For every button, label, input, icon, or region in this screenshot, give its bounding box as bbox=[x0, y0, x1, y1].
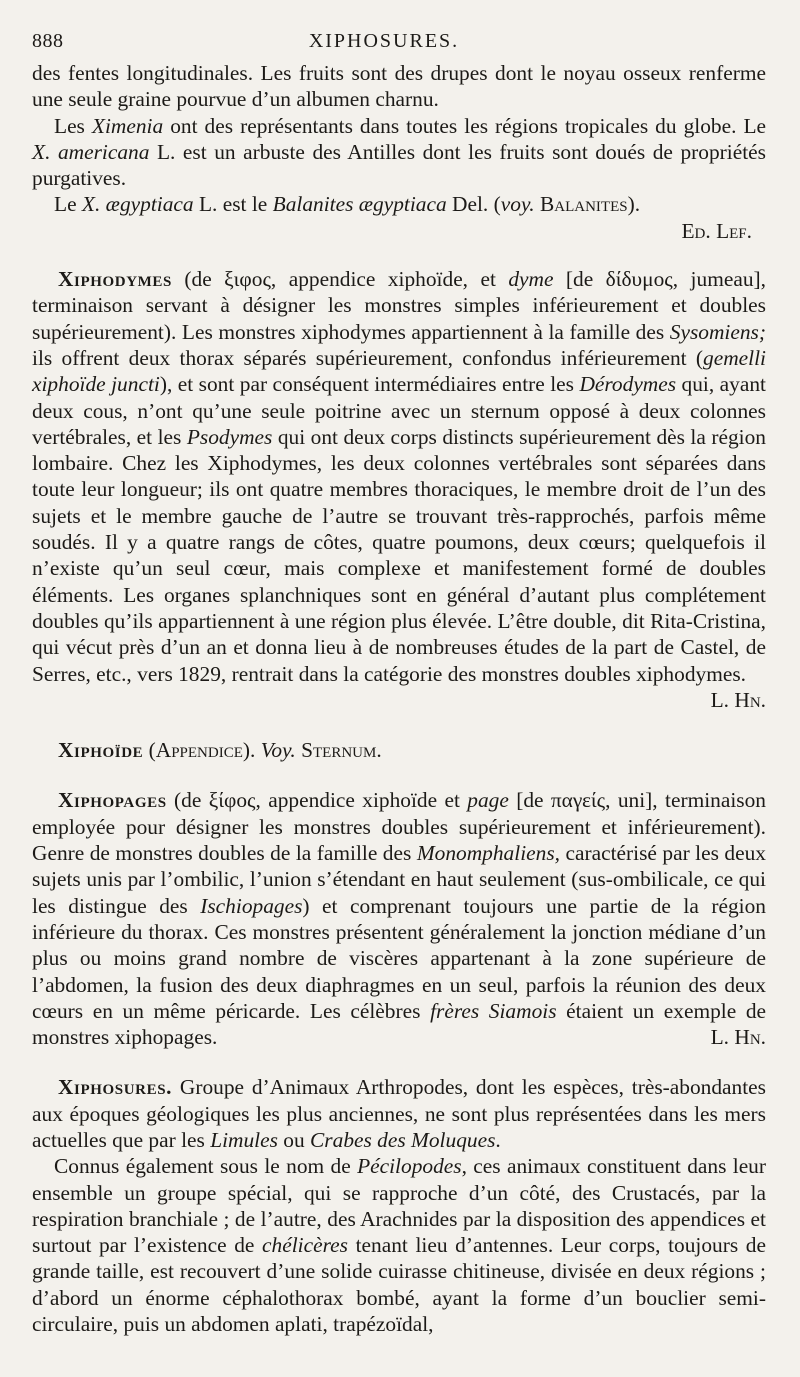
entry-xiphopages bbox=[32, 787, 766, 1050]
entry-headword: Xiphodymes bbox=[58, 267, 172, 292]
text-run: ( bbox=[143, 738, 156, 763]
body-text bbox=[32, 60, 766, 1337]
small-caps-term: Balanites bbox=[539, 192, 628, 217]
text-run: ). bbox=[242, 738, 261, 763]
entry-xiphoide bbox=[32, 737, 766, 763]
entry-headword: Xiphosures. bbox=[58, 1075, 173, 1100]
text-run: L. est un arbuste des Antilles dont les fruits sont doués de propriétés purgatives. bbox=[32, 139, 766, 191]
italic-term: X. americana bbox=[32, 139, 150, 164]
text-run: ont des représentants dans toutes les régions tropicales du globe. Le bbox=[163, 113, 767, 138]
italic-term: voy. bbox=[500, 192, 535, 217]
page-header bbox=[32, 24, 766, 58]
entry-xiphosures bbox=[32, 1074, 766, 1153]
text-run: qui ont deux corps distincts supérieurement dès la région lombaire. Chez les Xiphodymes, les deux colonnes vertébrales sont séparées dans toute leur longueur; ils ont quatre membres thoraciques, le membre droit de l’un des sujets et le membre gauche de l’autre se trouvant très-rapprochés, parfois même soudés. Il y a quatre rangs de côtes, quatre poumons, deux cœurs; quelquefois il n’existe qu’un seul cœur, mais complexe et manifestement formé de doubles éléments. Les organes splanchniques sont en général d’autant plus complétement doubles qu’ils appartiennent à une région plus élevée. L’être double, dit Rita-Cristina, qui vécut près d’un an et donna lieu à de nombreuses études de la part de Castel, de Serres, etc., vers 1829, rentrait dans la catégorie des monstres doubles xiphodymes. bbox=[32, 424, 766, 686]
italic-term: Dérodymes bbox=[579, 372, 677, 397]
ximenia-paragraph-1: des fentes longitudinales. Les fruits sont des drupes dont le noyau osseux renferme une seule graine pourvue d’un albumen charnu. bbox=[32, 61, 766, 112]
text-run: Le bbox=[54, 192, 82, 217]
cross-reference[interactable]: Sternum bbox=[301, 738, 377, 763]
text-run: qui, ayant deux cous, n’ont qu’une seule poitrine avec un sternum opposé à deux colonnes vertébrales, et les bbox=[32, 372, 766, 449]
italic-term: Voy. bbox=[260, 738, 296, 763]
entry-xiphodymes bbox=[32, 266, 766, 712]
text-run: ) et comprenant toujours une partie de la région inférieure du thorax. Ces monstres présentent généralement la jonction médiane d’un plus ou moins grand nombre de viscères appartenant à la zone supérieure de l’abdomen, la fusion des deux diaphragmes en un seul, parfois la réunion des deux cœurs en un même péricarde. Les célèbres bbox=[32, 893, 766, 1023]
entry-headword: Xiphopages bbox=[58, 788, 167, 813]
italic-term: Crabes des Moluques bbox=[310, 1127, 496, 1152]
italic-term: Monomphaliens, bbox=[416, 841, 560, 866]
text-run: , ces animaux constituent dans leur ensemble un groupe spécial, qui se rapproche d’un côté, des Crustacés, par la respiration branchiale ; de l’autre, des Arachnides par la disposition des appendices et surtout par l’existence de bbox=[32, 1154, 767, 1258]
text-run: ils offrent deux thorax séparés supérieurement, confondus inférieurement ( bbox=[32, 345, 704, 370]
italic-term: page bbox=[467, 788, 509, 813]
author-signature: L. Hn. bbox=[710, 1025, 766, 1050]
italic-term: frères Siamois bbox=[430, 998, 557, 1023]
text-run: Groupe d’Animaux Arthropodes, dont les espèces, très-abondantes aux époques géologiques les plus anciennes, ne sont plus représentées dans les mers actuelles que par les bbox=[32, 1075, 766, 1152]
text-run: ), et sont par conséquent intermédiaires entre les bbox=[159, 372, 580, 397]
text-run: ). bbox=[627, 192, 641, 217]
ximenia-paragraph-2 bbox=[32, 113, 766, 192]
author-signature: Ed. Lef. bbox=[681, 218, 752, 243]
author-signature: L. Hn. bbox=[710, 687, 766, 712]
text-run: Les bbox=[54, 113, 92, 138]
text-run: [de παγείς, uni], terminaison employée pour désigner les monstres doubles supérieurement et inférieurement). Genre de monstres doubles de la famille des bbox=[32, 788, 766, 866]
italic-term: dyme bbox=[508, 267, 554, 292]
text-run: tenant lieu d’antennes. Leur corps, toujours de grande taille, est recouvert d’une solide cuirasse chitineuse, divisée en deux régions ; d’abord un énorme céphalothorax bombé, ayant la forme d’un bouclier semi-circulaire, puis un abdomen aplati, trapézoïdal, bbox=[32, 1233, 766, 1337]
text-run: . bbox=[495, 1127, 501, 1152]
text-run: étaient un exemple de monstres xiphopages. bbox=[32, 998, 767, 1050]
text-run: . bbox=[376, 738, 382, 763]
entry-headword: Xiphoïde bbox=[58, 738, 144, 763]
italic-term: gemelli xiphoïde juncti bbox=[32, 345, 766, 397]
text-run: L. est le bbox=[193, 192, 273, 217]
xiphosures-paragraph-2 bbox=[32, 1153, 766, 1337]
italic-term: Pécilopodes bbox=[357, 1154, 462, 1179]
italic-term: Psodymes bbox=[186, 424, 273, 449]
text-run: Del. ( bbox=[446, 192, 501, 217]
ximenia-paragraph-3 bbox=[32, 191, 766, 217]
italic-term: Limules bbox=[210, 1127, 278, 1152]
small-caps-term: Appendice bbox=[155, 738, 243, 763]
italic-term: Sysomiens; bbox=[669, 319, 766, 344]
running-title: XIPHOSURES. bbox=[308, 30, 460, 52]
text-run: ou bbox=[277, 1127, 311, 1152]
text-run: caractérisé par les deux sujets unis par l’ombilic, l’union s’étendant en haut seulement (sus-ombilicale, ce qui les distingue des bbox=[32, 841, 767, 918]
text-run: [de δίδυμος, jumeau], terminaison servant à désigner les monstres simples inférieurement et doubles supérieurement). Les monstres xiphodymes appartiennent à la famille des bbox=[32, 267, 766, 344]
italic-term: chélicères bbox=[262, 1233, 348, 1258]
italic-term: Ximenia bbox=[91, 113, 164, 138]
italic-term: X. ægyptiaca bbox=[81, 192, 194, 217]
text-run: (de ξιφος, appendice xiphoïde, et bbox=[171, 267, 509, 292]
italic-term: Ischiopages bbox=[200, 893, 303, 918]
text-run: (de ξίφος, appendice xiphoïde et bbox=[166, 788, 468, 813]
page-number: 888 bbox=[32, 30, 64, 52]
italic-term: Balanites ægyptiaca bbox=[272, 192, 447, 217]
text-run: Connus également sous le nom de bbox=[54, 1154, 358, 1179]
